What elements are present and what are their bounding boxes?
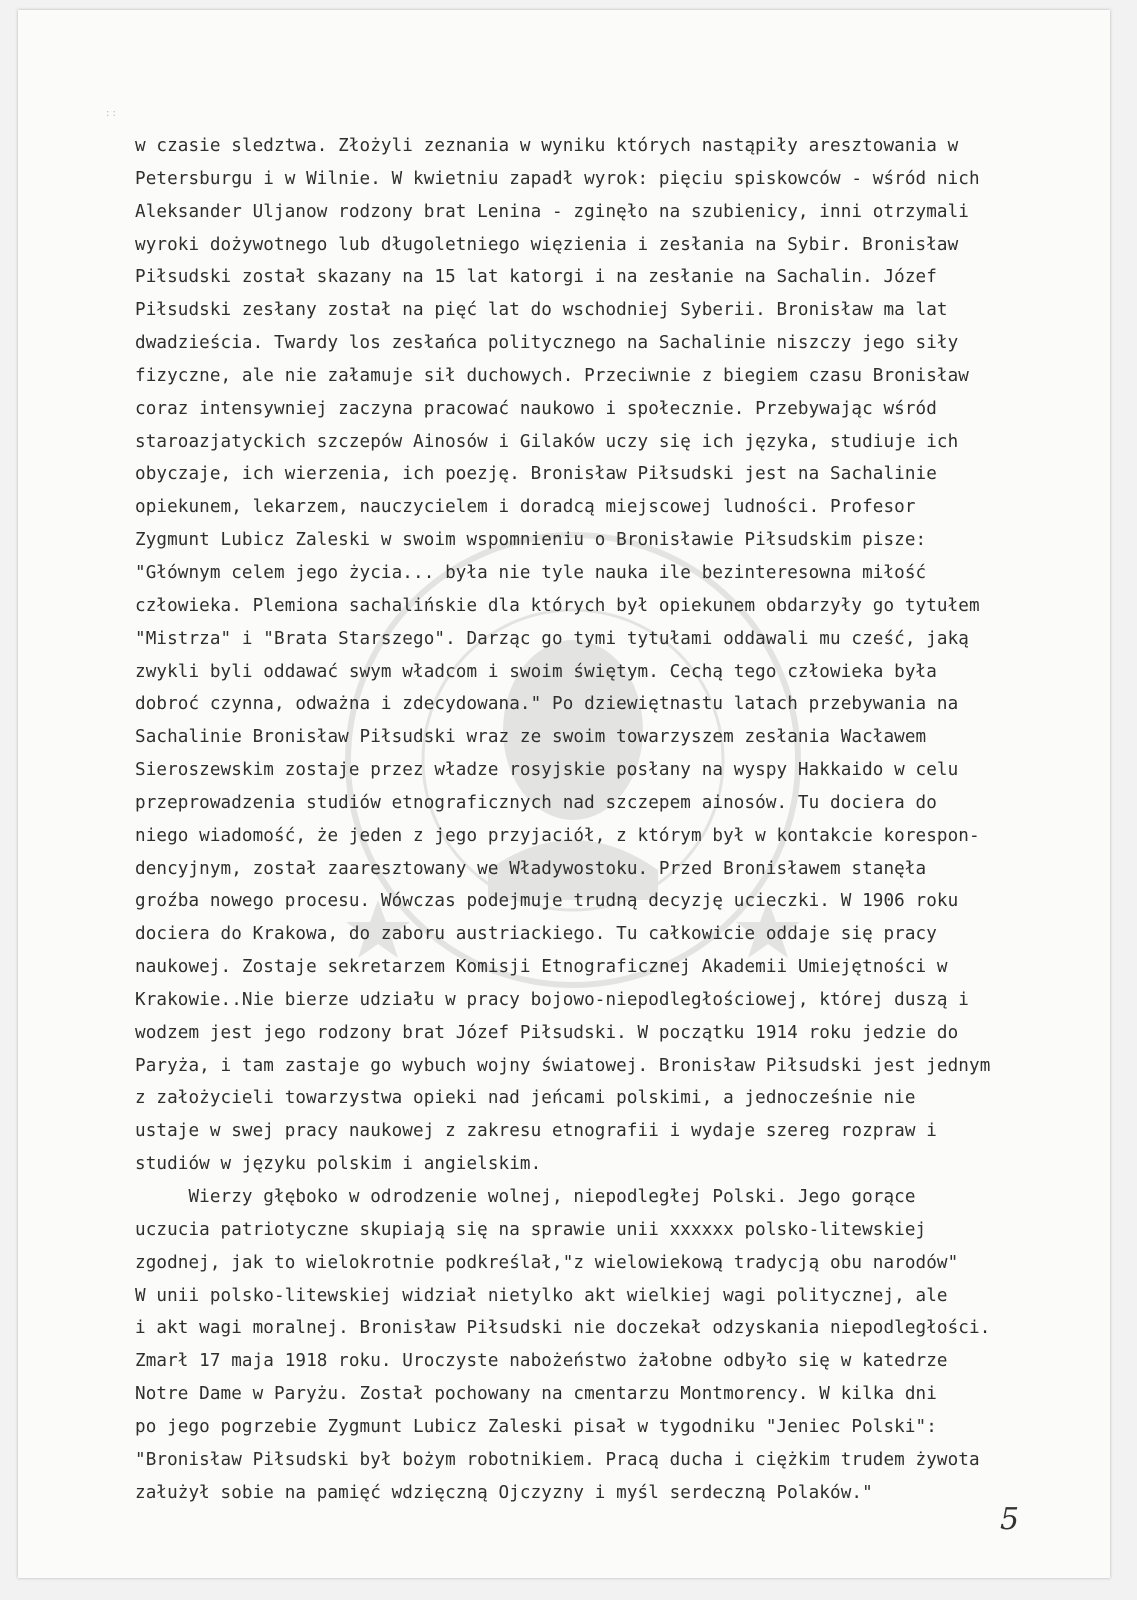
- text-line: człowieka. Plemiona sachalińskie dla których był opiekunem obdarzyły go tytułem: [135, 595, 980, 616]
- text-line: W unii polsko-litewskiej widział nietylko akt wielkiej wagi politycznej, ale: [135, 1285, 948, 1306]
- scan-speck: : :: [106, 108, 116, 119]
- text-line: wyroki dożywotnego lub długoletniego więzienia i zesłania na Sybir. Bronisław: [135, 234, 959, 255]
- text-line: coraz intensywniej zaczyna pracować naukowo i społecznie. Przebywając wśród: [135, 398, 937, 419]
- text-line: ustaje w swej pracy naukowej z zakresu etnografii i wydaje szereg rozpraw i: [135, 1121, 937, 1142]
- text-line: z założycieli towarzystwa opieki nad jeńcami polskimi, a jednocześnie nie: [135, 1088, 916, 1109]
- text-line: niego wiadomość, że jeden z jego przyjaciół, z którym był w kontakcie korespon-: [135, 825, 980, 846]
- text-line: "Bronisław Piłsudski był bożym robotnikiem. Pracą ducha i ciężkim trudem żywota: [135, 1449, 980, 1470]
- text-line: dociera do Krakowa, do zaboru austriackiego. Tu całkowicie oddaje się pracy: [135, 924, 937, 945]
- text-line: uczucia patriotyczne skupiają się na sprawie unii xxxxxx polsko-litewskiej: [135, 1219, 927, 1240]
- text-line: Piłsudski zesłany został na pięć lat do wschodniej Syberii. Bronisław ma lat: [135, 300, 948, 321]
- text-line: Piłsudski został skazany na 15 lat katorgi i na zesłanie na Sachalin. Józef: [135, 267, 937, 288]
- page-number: 5: [1000, 1502, 1020, 1537]
- text-line: Petersburgu i w Wilnie. W kwietniu zapadł wyrok: pięciu spiskowców - wśród nich: [135, 168, 980, 189]
- text-line: przeprowadzenia studiów etnograficznych nad szczepem ainosów. Tu dociera do: [135, 792, 937, 813]
- text-line: wodzem jest jego rodzony brat Józef Piłsudski. W początku 1914 roku jedzie do: [135, 1022, 959, 1043]
- text-line: załużył sobie na pamięć wdzięczną Ojczyzny i myśl serdeczną Polaków.": [135, 1482, 873, 1503]
- text-line: Sachalinie Bronisław Piłsudski wraz ze swoim towarzyszem zesłania Wacławem: [135, 727, 927, 748]
- typewritten-page: [18, 10, 1110, 1578]
- text-line: Krakowie..Nie bierze udziału w pracy bojowo-niepodległościowej, której duszą i: [135, 989, 970, 1010]
- text-line: Notre Dame w Paryżu. Został pochowany na cmentarzu Montmorency. W kilka dni: [135, 1384, 937, 1405]
- typed-text-body: [135, 130, 990, 1509]
- text-line: w czasie sledztwa. Złożyli zeznania w wyniku których nastąpiły aresztowania w: [135, 136, 959, 156]
- text-line: Wierzy głęboko w odrodzenie wolnej, niepodległej Polski. Jego gorące: [135, 1187, 916, 1207]
- text-line: Paryża, i tam zastaje go wybuch wojny światowej. Bronisław Piłsudski jest jednym: [135, 1055, 991, 1076]
- text-line: fizyczne, ale nie załamuje sił duchowych. Przeciwnie z biegiem czasu Bronisław: [135, 365, 970, 386]
- text-line: "Mistrza" i "Brata Starszego". Darząc go tymi tytułami oddawali mu cześć, jaką: [135, 628, 970, 649]
- text-line: zwykli byli oddawać swym władcom i swoim świętym. Cechą tego człowieka była: [135, 661, 937, 682]
- text-line: Sieroszewskim zostaje przez władze rosyjskie posłany na wyspy Hakkaido w celu: [135, 760, 959, 781]
- text-line: "Głównym celem jego życia... była nie tyle nauka ile bezinteresowna miłość: [135, 562, 927, 583]
- text-line: zgodnej, jak to wielokrotnie podkreślał,"z wielowiekową tradycją obu narodów": [135, 1252, 959, 1273]
- text-line: dencyjnym, został zaaresztowany we Władywostoku. Przed Bronisławem stanęła: [135, 858, 927, 879]
- text-line: Zmarł 17 maja 1918 roku. Uroczyste nabożeństwo żałobne odbyło się w katedrze: [135, 1351, 948, 1372]
- text-line: naukowej. Zostaje sekretarzem Komisji Etnograficznej Akademii Umiejętności w: [135, 957, 948, 978]
- text-line: po jego pogrzebie Zygmunt Lubicz Zaleski pisał w tygodniku "Jeniec Polski":: [135, 1416, 937, 1437]
- text-line: Aleksander Uljanow rodzony brat Lenina - zginęło na szubienicy, inni otrzymali: [135, 201, 970, 222]
- text-line: groźba nowego procesu. Wówczas podejmuje trudną decyzję ucieczki. W 1906 roku: [135, 891, 959, 912]
- text-line: dobroć czynna, odważna i zdecydowana." Po dziewiętnastu latach przebywania na: [135, 694, 959, 715]
- text-line: obyczaje, ich wierzenia, ich poezję. Bronisław Piłsudski jest na Sachalinie: [135, 464, 937, 485]
- text-line: i akt wagi moralnej. Bronisław Piłsudski nie doczekał odzyskania niepodległości.: [135, 1318, 991, 1339]
- text-line: Zygmunt Lubicz Zaleski w swoim wspomnieniu o Bronisławie Piłsudskim pisze:: [135, 530, 927, 551]
- text-line: studiów w języku polskim i angielskim.: [135, 1154, 542, 1175]
- text-line: dwadzieścia. Twardy los zesłańca politycznego na Sachalinie niszczy jego siły: [135, 333, 959, 354]
- text-line: opiekunem, lekarzem, nauczycielem i doradcą miejscowej ludności. Profesor: [135, 497, 916, 518]
- text-line: staroazjatyckich szczepów Ainosów i Gilaków uczy się ich języka, studiuje ich: [135, 431, 959, 452]
